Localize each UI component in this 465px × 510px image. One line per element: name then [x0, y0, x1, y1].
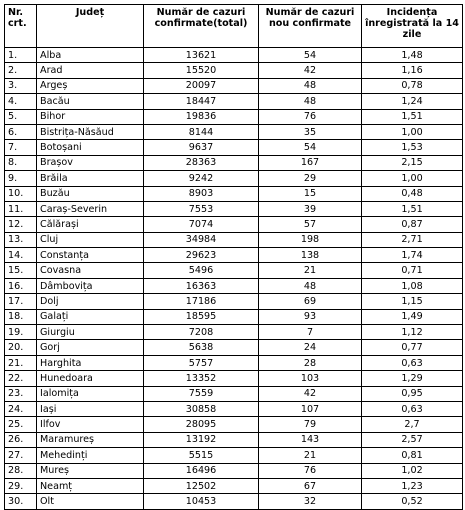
row-number-cell: 21.: [5, 355, 37, 370]
new-cases-cell: 103: [259, 371, 362, 386]
new-cases-cell: 21: [259, 263, 362, 278]
new-cases-cell: 76: [259, 463, 362, 478]
incidence-cell: 0,71: [362, 263, 463, 278]
total-cases-cell: 5757: [144, 355, 259, 370]
total-cases-cell: 9637: [144, 140, 259, 155]
new-cases-cell: 48: [259, 78, 362, 93]
total-cases-cell: 13192: [144, 432, 259, 447]
row-number-cell: 10.: [5, 186, 37, 201]
county-name-cell: Ilfov: [37, 417, 144, 432]
row-number-cell: 4.: [5, 94, 37, 109]
county-name-cell: Dâmbovița: [37, 278, 144, 293]
row-number-cell: 13.: [5, 232, 37, 247]
new-cases-cell: 198: [259, 232, 362, 247]
incidence-cell: 0,77: [362, 340, 463, 355]
county-name-cell: Covasna: [37, 263, 144, 278]
table-row: [5, 401, 463, 416]
incidence-cell: 1,49: [362, 309, 463, 324]
incidence-cell: 1,51: [362, 201, 463, 216]
incidence-cell: 0,87: [362, 217, 463, 232]
table-row: [5, 278, 463, 293]
table-row: [5, 355, 463, 370]
total-cases-cell: 28095: [144, 417, 259, 432]
new-cases-cell: 28: [259, 355, 362, 370]
county-name-cell: Dolj: [37, 294, 144, 309]
county-name-cell: Giurgiu: [37, 325, 144, 340]
new-cases-cell: 54: [259, 48, 362, 63]
county-name-cell: Neamț: [37, 478, 144, 493]
new-cases-cell: 42: [259, 63, 362, 78]
row-number-cell: 19.: [5, 325, 37, 340]
new-cases-cell: 39: [259, 201, 362, 216]
new-cases-cell: 54: [259, 140, 362, 155]
table-row: [5, 340, 463, 355]
total-cases-cell: 8903: [144, 186, 259, 201]
total-cases-cell: 16496: [144, 463, 259, 478]
row-number-cell: 29.: [5, 478, 37, 493]
county-name-cell: Bistrița-Năsăud: [37, 124, 144, 139]
county-name-cell: Arad: [37, 63, 144, 78]
incidence-cell: 1,02: [362, 463, 463, 478]
table-row: [5, 201, 463, 216]
incidence-cell: 0,63: [362, 401, 463, 416]
total-cases-cell: 7559: [144, 386, 259, 401]
header-incidence: Incidența înregistrată la 14 zile: [362, 5, 463, 48]
row-number-cell: 5.: [5, 109, 37, 124]
incidence-cell: 0,95: [362, 386, 463, 401]
table-row: [5, 124, 463, 139]
row-number-cell: 28.: [5, 463, 37, 478]
incidence-cell: 2,15: [362, 155, 463, 170]
total-cases-cell: 34984: [144, 232, 259, 247]
total-cases-cell: 18595: [144, 309, 259, 324]
table-row: [5, 63, 463, 78]
incidence-cell: 1,51: [362, 109, 463, 124]
row-number-cell: 22.: [5, 371, 37, 386]
table-row: [5, 109, 463, 124]
county-name-cell: Caraș-Severin: [37, 201, 144, 216]
new-cases-cell: 93: [259, 309, 362, 324]
county-name-cell: Bihor: [37, 109, 144, 124]
total-cases-cell: 7074: [144, 217, 259, 232]
row-number-cell: 17.: [5, 294, 37, 309]
county-name-cell: Hunedoara: [37, 371, 144, 386]
table-row: [5, 494, 463, 509]
row-number-cell: 24.: [5, 401, 37, 416]
county-name-cell: Brăila: [37, 171, 144, 186]
total-cases-cell: 10453: [144, 494, 259, 509]
new-cases-cell: 69: [259, 294, 362, 309]
incidence-cell: 1,29: [362, 371, 463, 386]
row-number-cell: 1.: [5, 48, 37, 63]
header-new-cases: Număr de cazuri nou confirmate: [259, 5, 362, 48]
new-cases-cell: 79: [259, 417, 362, 432]
row-number-cell: 7.: [5, 140, 37, 155]
row-number-cell: 30.: [5, 494, 37, 509]
county-name-cell: Alba: [37, 48, 144, 63]
table-row: [5, 186, 463, 201]
incidence-cell: 1,08: [362, 278, 463, 293]
row-number-cell: 11.: [5, 201, 37, 216]
incidence-cell: 0,63: [362, 355, 463, 370]
table-body: [5, 48, 463, 510]
row-number-cell: 3.: [5, 78, 37, 93]
new-cases-cell: 48: [259, 94, 362, 109]
incidence-cell: 1,12: [362, 325, 463, 340]
table-header-row: [5, 5, 463, 48]
total-cases-cell: 7553: [144, 201, 259, 216]
county-name-cell: Călărași: [37, 217, 144, 232]
incidence-cell: 1,15: [362, 294, 463, 309]
table-row: [5, 448, 463, 463]
incidence-cell: 0,52: [362, 494, 463, 509]
incidence-cell: 1,00: [362, 171, 463, 186]
new-cases-cell: 48: [259, 278, 362, 293]
header-judet: Județ: [37, 5, 144, 48]
table-row: [5, 386, 463, 401]
row-number-cell: 15.: [5, 263, 37, 278]
county-name-cell: Argeș: [37, 78, 144, 93]
total-cases-cell: 20097: [144, 78, 259, 93]
county-name-cell: Galați: [37, 309, 144, 324]
incidence-cell: 1,23: [362, 478, 463, 493]
county-name-cell: Olt: [37, 494, 144, 509]
table-row: [5, 171, 463, 186]
table-row: [5, 248, 463, 263]
new-cases-cell: 21: [259, 448, 362, 463]
total-cases-cell: 9242: [144, 171, 259, 186]
incidence-cell: 2,71: [362, 232, 463, 247]
county-name-cell: Brașov: [37, 155, 144, 170]
total-cases-cell: 12502: [144, 478, 259, 493]
new-cases-cell: 167: [259, 155, 362, 170]
table-row: [5, 140, 463, 155]
table-row: [5, 217, 463, 232]
row-number-cell: 8.: [5, 155, 37, 170]
total-cases-cell: 30858: [144, 401, 259, 416]
row-number-cell: 20.: [5, 340, 37, 355]
new-cases-cell: 76: [259, 109, 362, 124]
incidence-cell: 1,53: [362, 140, 463, 155]
row-number-cell: 16.: [5, 278, 37, 293]
header-total-cases: Număr de cazuri confirmate(total): [144, 5, 259, 48]
total-cases-cell: 17186: [144, 294, 259, 309]
row-number-cell: 12.: [5, 217, 37, 232]
table-row: [5, 432, 463, 447]
table-row: [5, 325, 463, 340]
table-row: [5, 78, 463, 93]
county-name-cell: Botoșani: [37, 140, 144, 155]
row-number-cell: 25.: [5, 417, 37, 432]
total-cases-cell: 19836: [144, 109, 259, 124]
incidence-cell: 1,00: [362, 124, 463, 139]
row-number-cell: 14.: [5, 248, 37, 263]
table-row: [5, 94, 463, 109]
new-cases-cell: 7: [259, 325, 362, 340]
new-cases-cell: 15: [259, 186, 362, 201]
incidence-cell: 2,7: [362, 417, 463, 432]
county-name-cell: Bacău: [37, 94, 144, 109]
new-cases-cell: 57: [259, 217, 362, 232]
county-name-cell: Constanța: [37, 248, 144, 263]
county-name-cell: Mehedinți: [37, 448, 144, 463]
table-row: [5, 294, 463, 309]
covid-cases-table: [4, 4, 463, 510]
row-number-cell: 23.: [5, 386, 37, 401]
county-name-cell: Cluj: [37, 232, 144, 247]
county-name-cell: Maramureș: [37, 432, 144, 447]
table-row: [5, 478, 463, 493]
row-number-cell: 2.: [5, 63, 37, 78]
table-row: [5, 463, 463, 478]
incidence-cell: 2,57: [362, 432, 463, 447]
total-cases-cell: 13621: [144, 48, 259, 63]
new-cases-cell: 107: [259, 401, 362, 416]
new-cases-cell: 143: [259, 432, 362, 447]
total-cases-cell: 8144: [144, 124, 259, 139]
total-cases-cell: 5496: [144, 263, 259, 278]
total-cases-cell: 5638: [144, 340, 259, 355]
row-number-cell: 18.: [5, 309, 37, 324]
table-row: [5, 263, 463, 278]
table-row: [5, 309, 463, 324]
county-name-cell: Ialomița: [37, 386, 144, 401]
row-number-cell: 6.: [5, 124, 37, 139]
total-cases-cell: 15520: [144, 63, 259, 78]
incidence-cell: 1,16: [362, 63, 463, 78]
table-row: [5, 371, 463, 386]
county-name-cell: Harghita: [37, 355, 144, 370]
table-row: [5, 417, 463, 432]
total-cases-cell: 7208: [144, 325, 259, 340]
incidence-cell: 1,24: [362, 94, 463, 109]
total-cases-cell: 13352: [144, 371, 259, 386]
incidence-cell: 1,48: [362, 48, 463, 63]
incidence-cell: 0,78: [362, 78, 463, 93]
new-cases-cell: 138: [259, 248, 362, 263]
row-number-cell: 26.: [5, 432, 37, 447]
header-nr-crt: Nr. crt.: [5, 5, 37, 48]
table-row: [5, 155, 463, 170]
total-cases-cell: 28363: [144, 155, 259, 170]
incidence-cell: 1,74: [362, 248, 463, 263]
total-cases-cell: 5515: [144, 448, 259, 463]
row-number-cell: 9.: [5, 171, 37, 186]
incidence-cell: 0,48: [362, 186, 463, 201]
new-cases-cell: 42: [259, 386, 362, 401]
row-number-cell: 27.: [5, 448, 37, 463]
incidence-cell: 0,81: [362, 448, 463, 463]
total-cases-cell: 29623: [144, 248, 259, 263]
county-name-cell: Buzău: [37, 186, 144, 201]
new-cases-cell: 67: [259, 478, 362, 493]
total-cases-cell: 18447: [144, 94, 259, 109]
table-row: [5, 48, 463, 63]
county-name-cell: Mureș: [37, 463, 144, 478]
table-row: [5, 232, 463, 247]
new-cases-cell: 35: [259, 124, 362, 139]
new-cases-cell: 32: [259, 494, 362, 509]
new-cases-cell: 24: [259, 340, 362, 355]
total-cases-cell: 16363: [144, 278, 259, 293]
county-name-cell: Gorj: [37, 340, 144, 355]
new-cases-cell: 29: [259, 171, 362, 186]
county-name-cell: Iași: [37, 401, 144, 416]
